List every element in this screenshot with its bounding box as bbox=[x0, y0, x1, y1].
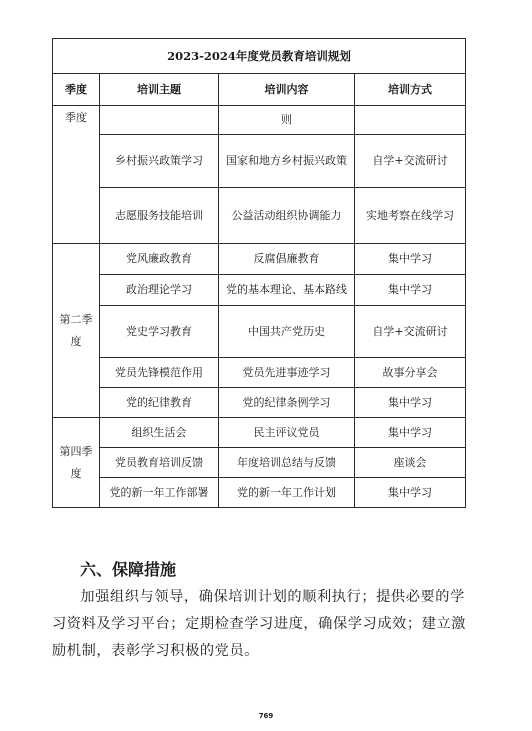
header-method: 培训方式 bbox=[355, 74, 466, 106]
method-cell: 故事分享会 bbox=[355, 358, 466, 388]
content-cell: 党员先进事迹学习 bbox=[219, 358, 355, 388]
table-row bbox=[53, 275, 466, 306]
method-cell: 集中学习 bbox=[355, 388, 466, 418]
section-paragraph: 加强组织与领导，确保培训计划的顺利执行；提供必要的学习资料及学习平台；定期检查学习进度，确保学习成效；建立激励机制，表彰学习积极的党员。 bbox=[52, 589, 467, 659]
content-cell: 党的基本理论、基本路线 bbox=[219, 275, 355, 306]
topic-cell: 党史学习教育 bbox=[100, 306, 219, 358]
topic-cell bbox=[100, 106, 219, 135]
section-heading: 六、保障措施 bbox=[80, 560, 177, 579]
content-cell: 年度培训总结与反馈 bbox=[219, 448, 355, 478]
topic-cell: 乡村振兴政策学习 bbox=[100, 135, 219, 188]
season-cell-q2: 第二季度 bbox=[53, 244, 100, 418]
content-cell: 公益活动组织协调能力 bbox=[219, 188, 355, 244]
table-row bbox=[53, 418, 466, 448]
training-plan-table bbox=[52, 38, 466, 508]
content-cell: 党的新一年工作计划 bbox=[219, 478, 355, 508]
table-row bbox=[53, 306, 466, 358]
table-row bbox=[53, 358, 466, 388]
table-header-row bbox=[53, 74, 466, 106]
content-cell: 反腐倡廉教育 bbox=[219, 244, 355, 275]
content-cell: 国家和地方乡村振兴政策 bbox=[219, 135, 355, 188]
table-row bbox=[53, 106, 466, 135]
topic-cell: 党员教育培训反馈 bbox=[100, 448, 219, 478]
season-cell-q4: 第四季度 bbox=[53, 418, 100, 508]
method-cell: 集中学习 bbox=[355, 478, 466, 508]
header-content: 培训内容 bbox=[219, 74, 355, 106]
page-number: 769 bbox=[258, 712, 274, 720]
topic-cell: 党的纪律教育 bbox=[100, 388, 219, 418]
table-row bbox=[53, 478, 466, 508]
header-season: 季度 bbox=[53, 74, 100, 106]
table-row bbox=[53, 244, 466, 275]
topic-cell: 志愿服务技能培训 bbox=[100, 188, 219, 244]
intro-cell: 则 bbox=[219, 106, 355, 135]
method-cell bbox=[355, 106, 466, 135]
content-cell: 党的纪律条例学习 bbox=[219, 388, 355, 418]
table-row bbox=[53, 135, 466, 188]
method-cell: 集中学习 bbox=[355, 244, 466, 275]
method-cell: 座谈会 bbox=[355, 448, 466, 478]
topic-cell: 党员先锋模范作用 bbox=[100, 358, 219, 388]
content-cell: 中国共产党历史 bbox=[219, 306, 355, 358]
season-cell-q1: 季度 bbox=[53, 106, 100, 244]
topic-cell: 组织生活会 bbox=[100, 418, 219, 448]
content-cell: 民主评议党员 bbox=[219, 418, 355, 448]
table-row bbox=[53, 188, 466, 244]
topic-cell: 党风廉政教育 bbox=[100, 244, 219, 275]
table-title: 2023-2024年度党员教育培训规划 bbox=[53, 39, 466, 74]
table-title-row bbox=[53, 39, 466, 74]
method-cell: 自学+交流研讨 bbox=[355, 135, 466, 188]
header-topic: 培训主题 bbox=[100, 74, 219, 106]
table-row bbox=[53, 388, 466, 418]
method-cell: 集中学习 bbox=[355, 418, 466, 448]
method-cell: 实地考察在线学习 bbox=[355, 188, 466, 244]
method-cell: 集中学习 bbox=[355, 275, 466, 306]
topic-cell: 政治理论学习 bbox=[100, 275, 219, 306]
method-cell: 自学+交流研讨 bbox=[355, 306, 466, 358]
table-row bbox=[53, 448, 466, 478]
topic-cell: 党的新一年工作部署 bbox=[100, 478, 219, 508]
